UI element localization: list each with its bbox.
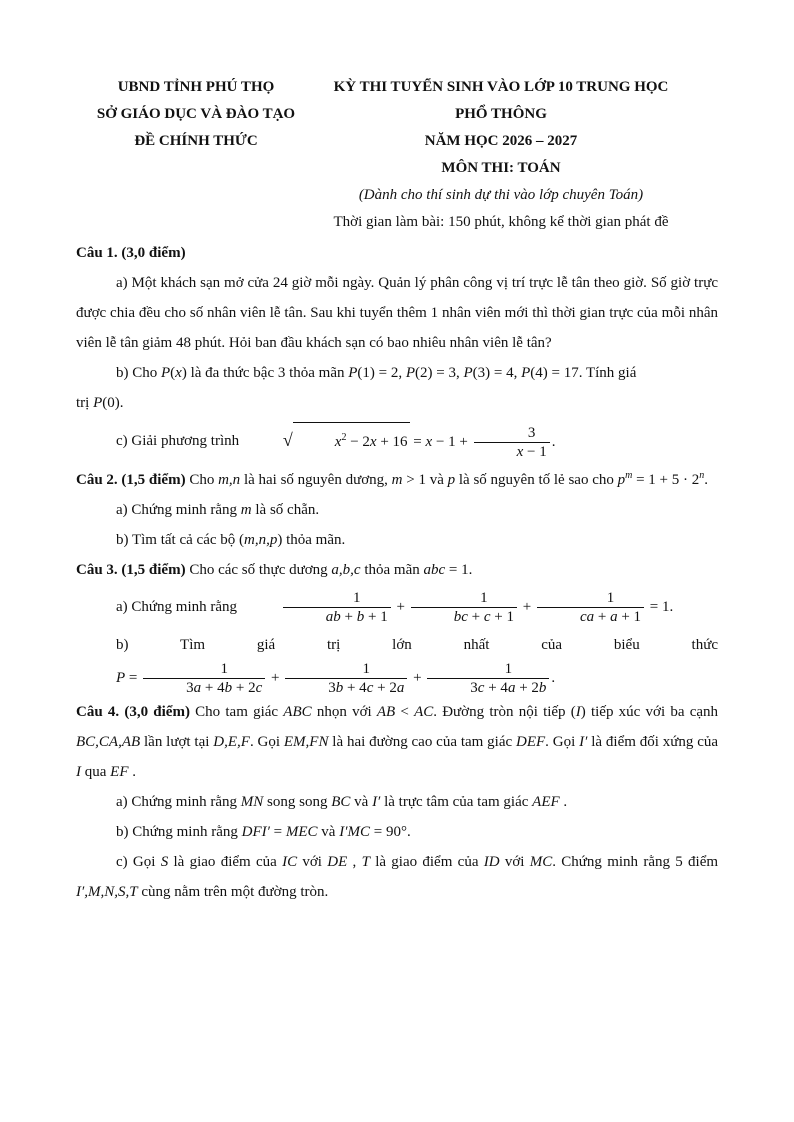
question-1b: b) Cho P(x) là đa thức bậc 3 thỏa mãn P(1) = 2, P(2) = 3, P(3) = 4, P(4) = 17. Tính giá [116,365,637,381]
exam-body [76,238,718,907]
exam-subject: MÔN THI: TOÁN [441,160,561,176]
question-2a: a) Chứng minh rằng m là số chẵn. [116,502,320,519]
exam-title-line-1: KỲ THI TUYỂN SINH VÀO LỚP 10 TRUNG HỌC [333,79,669,95]
question-4b: b) Chứng minh rằng DFI′ = MEC và I′MC = 90°. [116,824,411,841]
question-3b: b) Tìm giá trị lớn nhất của biểu thức P = $\frac{1}{3a + 4b + 2c}$ + $\frac{1}{3b + 4c + 2a}$ + $\frac{1}{3c + 4a + 2b}$ . [76,630,718,697]
question-1-title: Câu 1. (3,0 điểm) [76,245,186,261]
exam-title-block [318,74,684,236]
question-4: Câu 4. (3,0 điểm) Cho tam giác ABC nhọn với AB < AC. Đường tròn nội tiếp (I) tiếp xúc với ba cạnh BC,CA,AB lần lượt tại D,E,F. Gọi EM,FN là hai đường cao của tam giác DEF. Gọi I′ là điểm đối xứng của I qua EF . [76,704,719,781]
exam-year: NĂM HỌC 2026 – 2027 [424,133,578,149]
question-2b: b) Tìm tất cả các bộ (m,n,p) thỏa mãn. [116,532,346,549]
exam-title-line-2: PHỔ THÔNG [455,106,547,122]
equation-1c: √ $x^2 - 2x + 16 = x - 1$ + $\frac{3}{x - 1}$ . [243,422,556,461]
question-1 [76,238,718,268]
question-4c: c) Gọi S là giao điểm của IC với DE , T là giao điểm của ID với MC. Chứng minh rằng 5 điểm I′,M,N,S,T cùng nằm trên một đường tròn. [76,854,719,901]
question-2-title: Câu 2. (1,5 điểm) [76,472,186,489]
question-4a: a) Chứng minh rằng MN song song BC và I′ là trực tâm của tam giác AEF . [116,794,568,811]
question-1b-cont: trị P(0). [76,395,124,411]
issuer-line-2: SỞ GIÁO DỤC VÀ ĐÀO TẠO [96,106,296,122]
equation-3a: $\frac{1}{ab + b + 1}$ + $\frac{1}{bc + c + 1}$ + $\frac{1}{ca + a + 1}$ = 1. [241,589,673,626]
exam-time: Thời gian làm bài: 150 phút, không kể thời gian phát đề [333,214,669,230]
question-2: Câu 2. (1,5 điểm) Cho m,n là hai số nguyên dương, m > 1 và p là số nguyên tố lẻ sao cho $p^m = 1 + 5 \cdot 2^n$. [76,470,709,489]
issuer-block [74,74,318,155]
question-1c: c) Giải phương trình √ $x^2 - 2x + 16 = x - 1$ + $\frac{3}{x - 1}$ . [76,422,718,461]
official-label: ĐỀ CHÍNH THỨC [134,133,258,149]
question-4-title: Câu 4. (3,0 điểm) [76,704,190,721]
question-3a: a) Chứng minh rằng $\frac{1}{ab + b + 1}$ + $\frac{1}{bc + c + 1}$ + $\frac{1}{ca + a + 1}$ = 1. [116,590,674,626]
exam-audience: (Dành cho thí sinh dự thi vào lớp chuyên Toán) [358,187,644,203]
equation-3b: P = $\frac{1}{3a + 4b + 2c}$ + $\frac{1}{3b + 4c + 2a}$ + $\frac{1}{3c + 4a + 2b}$ . [116,661,556,697]
question-1a: a) Một khách sạn mở cửa 24 giờ mỗi ngày. Quản lý phân công vị trí trực lễ tân theo giờ. Số giờ trực được chia đều cho số nhân viên lễ tân. Sau khi tuyển thêm 1 nhân viên mới thì thời gian trực của mỗi nhân viên lễ tân giảm 48 phút. Hỏi ban đầu khách sạn có bao nhiêu nhân viên lễ tân? [76,275,718,351]
question-3-title: Câu 3. (1,5 điểm) [76,562,186,579]
issuer-line-1: UBND TỈNH PHÚ THỌ [117,79,275,95]
question-3: Câu 3. (1,5 điểm) Cho các số thực dương a,b,c thỏa mãn abc = 1. [76,562,473,579]
